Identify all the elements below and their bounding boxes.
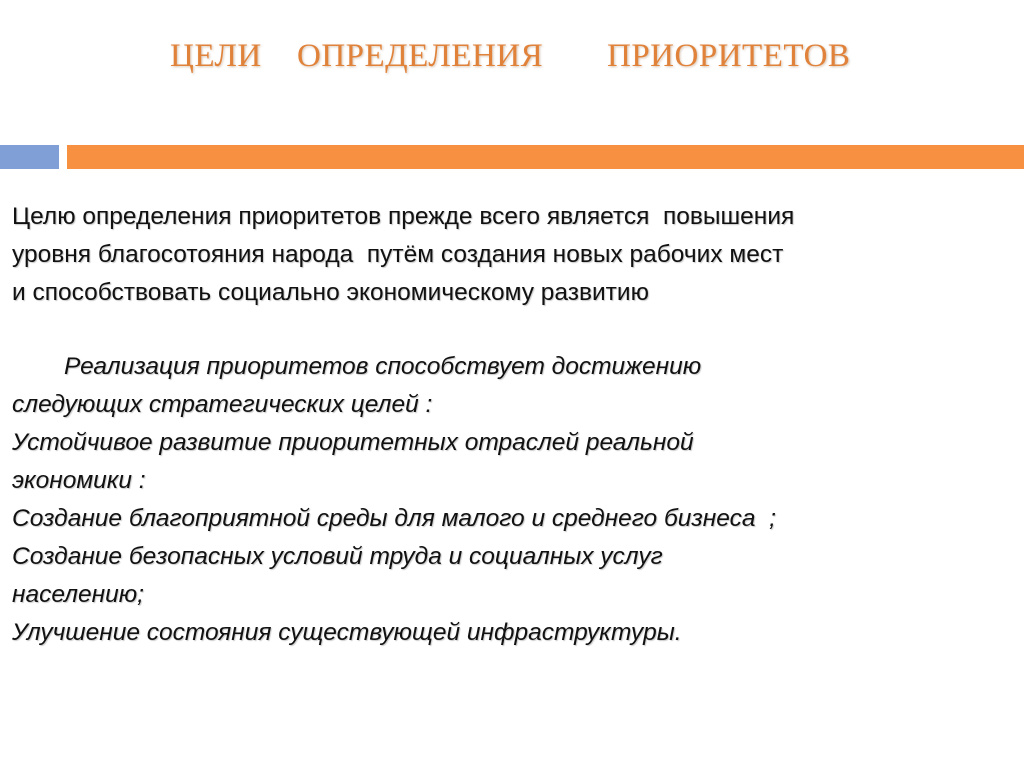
goal-item: экономики : xyxy=(12,467,146,494)
slide-title xyxy=(0,38,1024,88)
goal-item: Создание безопасных условий труда и социалных услуг xyxy=(12,543,663,570)
accent-bar-orange xyxy=(67,145,1024,169)
goal-item: населению; xyxy=(12,581,144,608)
slide-body xyxy=(12,198,1012,652)
intro-line: и способствовать социально экономическому развитию xyxy=(12,279,649,306)
paragraph-spacer xyxy=(12,312,1012,348)
intro-paragraph xyxy=(12,198,1012,312)
goals-paragraph xyxy=(12,348,1012,652)
intro-line: уровня благосотояния народа путём создания новых рабочих мест xyxy=(12,241,784,268)
goals-lead-line: следующих стратегических целей : xyxy=(12,391,433,418)
goal-item: Создание благоприятной среды для малого и среднего бизнеса ; xyxy=(12,505,776,532)
title-word-definition: ОПРЕДЕЛЕНИЯ xyxy=(297,38,544,74)
goal-item: Устойчивое развитие приоритетных отраслей реальной xyxy=(12,429,694,456)
accent-bar-blue xyxy=(0,145,59,169)
goals-lead-line: Реализация приоритетов способствует достижению xyxy=(64,353,702,380)
title-word-priorities: ПРИОРИТЕТОВ xyxy=(607,38,851,74)
title-word-goals: ЦЕЛИ xyxy=(170,38,262,74)
goal-item: Улучшение состояния существующей инфраструктуры. xyxy=(12,619,682,646)
intro-line: Целю определения приоритетов прежде всего является повышения xyxy=(12,203,795,230)
